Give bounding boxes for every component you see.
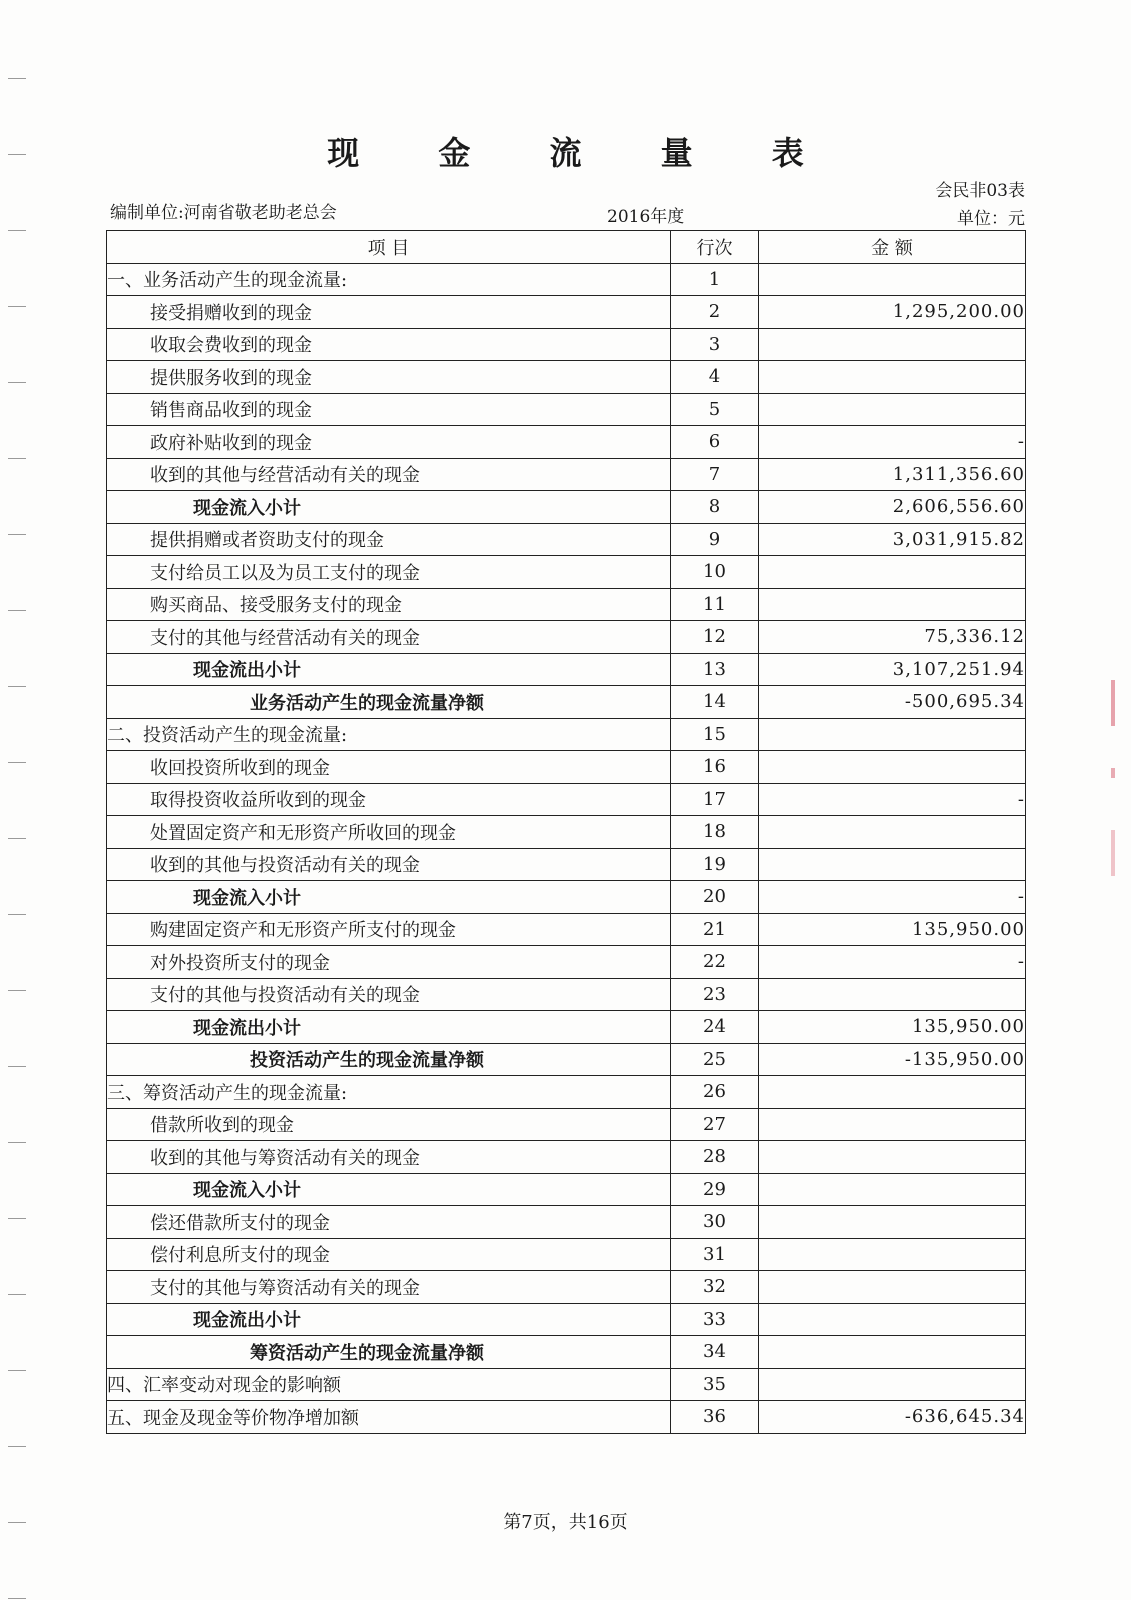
table-row — [107, 393, 1026, 426]
row-amount: 3,031,915.82 — [759, 523, 1026, 556]
margin-tick — [8, 458, 26, 459]
row-number: 1 — [671, 263, 759, 296]
table-row — [107, 1303, 1026, 1336]
row-item-label: 现金流出小计 — [107, 1011, 671, 1044]
row-number: 21 — [671, 913, 759, 946]
page-number: 第7页，共16页 — [503, 1512, 628, 1533]
row-amount: 135,950.00 — [759, 913, 1026, 946]
row-amount — [759, 1108, 1026, 1141]
row-number: 27 — [671, 1108, 759, 1141]
table-row — [107, 848, 1026, 881]
row-item-label: 支付的其他与投资活动有关的现金 — [107, 978, 671, 1011]
row-item-label: 一、业务活动产生的现金流量: — [107, 263, 671, 296]
row-amount — [759, 1173, 1026, 1206]
row-amount — [759, 1076, 1026, 1109]
row-amount — [759, 1368, 1026, 1401]
row-number: 5 — [671, 393, 759, 426]
margin-tick — [8, 1446, 26, 1447]
row-item-label: 现金流入小计 — [107, 881, 671, 914]
row-number: 13 — [671, 653, 759, 686]
row-amount — [759, 263, 1026, 296]
row-number: 34 — [671, 1336, 759, 1369]
row-item-label: 二、投资活动产生的现金流量: — [107, 718, 671, 751]
row-number: 17 — [671, 783, 759, 816]
row-item-label: 对外投资所支付的现金 — [107, 946, 671, 979]
row-number: 15 — [671, 718, 759, 751]
row-amount — [759, 328, 1026, 361]
table-row — [107, 328, 1026, 361]
row-amount — [759, 1271, 1026, 1304]
compiling-organization: 编制单位:河南省敬老助老总会 — [110, 203, 337, 223]
fiscal-year: 2016年度 — [607, 207, 685, 227]
cash-flow-table — [106, 230, 1026, 1434]
margin-tick — [8, 534, 26, 535]
table-row — [107, 588, 1026, 621]
row-amount: -500,695.34 — [759, 686, 1026, 719]
row-number: 23 — [671, 978, 759, 1011]
row-item-label: 投资活动产生的现金流量净额 — [107, 1043, 671, 1076]
row-number: 3 — [671, 328, 759, 361]
row-item-label: 现金流入小计 — [107, 1173, 671, 1206]
row-number: 24 — [671, 1011, 759, 1044]
row-item-label: 五、现金及现金等价物净增加额 — [107, 1401, 671, 1434]
table-row — [107, 1238, 1026, 1271]
row-item-label: 提供捐赠或者资助支付的现金 — [107, 523, 671, 556]
table-row — [107, 1108, 1026, 1141]
row-amount — [759, 588, 1026, 621]
row-amount — [759, 978, 1026, 1011]
margin-tick — [8, 686, 26, 687]
row-item-label: 支付的其他与筹资活动有关的现金 — [107, 1271, 671, 1304]
table-row — [107, 978, 1026, 1011]
row-item-label: 收回投资所收到的现金 — [107, 751, 671, 784]
document-title: 现 金 流 量 表 — [327, 134, 838, 172]
row-item-label: 偿付利息所支付的现金 — [107, 1238, 671, 1271]
table-row — [107, 1043, 1026, 1076]
row-amount: - — [759, 426, 1026, 459]
row-amount: 1,311,356.60 — [759, 458, 1026, 491]
row-number: 33 — [671, 1303, 759, 1336]
row-item-label: 取得投资收益所收到的现金 — [107, 783, 671, 816]
table-row — [107, 523, 1026, 556]
row-number: 29 — [671, 1173, 759, 1206]
margin-tick — [8, 230, 26, 231]
row-amount — [759, 1303, 1026, 1336]
row-item-label: 借款所收到的现金 — [107, 1108, 671, 1141]
margin-tick — [8, 610, 26, 611]
table-row — [107, 1141, 1026, 1174]
row-amount — [759, 1206, 1026, 1239]
row-amount: -636,645.34 — [759, 1401, 1026, 1434]
row-amount — [759, 1336, 1026, 1369]
margin-tick — [8, 1066, 26, 1067]
row-number: 28 — [671, 1141, 759, 1174]
row-number: 19 — [671, 848, 759, 881]
row-amount: 2,606,556.60 — [759, 491, 1026, 524]
row-item-label: 收到的其他与经营活动有关的现金 — [107, 458, 671, 491]
row-number: 12 — [671, 621, 759, 654]
table-row — [107, 816, 1026, 849]
row-amount: - — [759, 783, 1026, 816]
row-amount — [759, 718, 1026, 751]
row-amount: 1,295,200.00 — [759, 296, 1026, 329]
row-amount: -135,950.00 — [759, 1043, 1026, 1076]
row-item-label: 处置固定资产和无形资产所收回的现金 — [107, 816, 671, 849]
table-row — [107, 1011, 1026, 1044]
table-row — [107, 1336, 1026, 1369]
margin-tick — [8, 382, 26, 383]
row-number: 11 — [671, 588, 759, 621]
table-row — [107, 913, 1026, 946]
table-row — [107, 686, 1026, 719]
form-code: 会民非03表 — [935, 181, 1025, 201]
table-row — [107, 718, 1026, 751]
row-item-label: 现金流出小计 — [107, 1303, 671, 1336]
row-number: 31 — [671, 1238, 759, 1271]
row-item-label: 业务活动产生的现金流量净额 — [107, 686, 671, 719]
row-number: 10 — [671, 556, 759, 589]
row-item-label: 现金流入小计 — [107, 491, 671, 524]
row-item-label: 偿还借款所支付的现金 — [107, 1206, 671, 1239]
row-number: 32 — [671, 1271, 759, 1304]
margin-tick — [8, 1142, 26, 1143]
row-item-label: 现金流出小计 — [107, 653, 671, 686]
stamp-edge-mark — [1111, 768, 1115, 778]
row-item-label: 收到的其他与筹资活动有关的现金 — [107, 1141, 671, 1174]
table-header-row — [107, 231, 1026, 264]
table-row — [107, 426, 1026, 459]
margin-tick — [8, 1370, 26, 1371]
row-number: 25 — [671, 1043, 759, 1076]
row-number: 8 — [671, 491, 759, 524]
table-row — [107, 1368, 1026, 1401]
table-row — [107, 491, 1026, 524]
table-row — [107, 751, 1026, 784]
row-number: 16 — [671, 751, 759, 784]
column-header-amount: 金 额 — [759, 231, 1026, 264]
row-item-label: 四、汇率变动对现金的影响额 — [107, 1368, 671, 1401]
margin-tick — [8, 1598, 26, 1599]
table-row — [107, 263, 1026, 296]
table-row — [107, 1076, 1026, 1109]
row-item-label: 三、筹资活动产生的现金流量: — [107, 1076, 671, 1109]
row-number: 36 — [671, 1401, 759, 1434]
margin-tick — [8, 306, 26, 307]
row-item-label: 提供服务收到的现金 — [107, 361, 671, 394]
row-number: 22 — [671, 946, 759, 979]
row-amount — [759, 556, 1026, 589]
row-item-label: 筹资活动产生的现金流量净额 — [107, 1336, 671, 1369]
margin-tick — [8, 1218, 26, 1219]
row-number: 35 — [671, 1368, 759, 1401]
row-item-label: 支付给员工以及为员工支付的现金 — [107, 556, 671, 589]
row-amount: 135,950.00 — [759, 1011, 1026, 1044]
currency-unit: 单位：元 — [957, 209, 1025, 229]
table-row — [107, 946, 1026, 979]
table-row — [107, 783, 1026, 816]
row-amount: - — [759, 881, 1026, 914]
table-row — [107, 881, 1026, 914]
row-number: 6 — [671, 426, 759, 459]
row-item-label: 收到的其他与投资活动有关的现金 — [107, 848, 671, 881]
row-amount: - — [759, 946, 1026, 979]
stamp-edge-mark — [1111, 680, 1115, 726]
row-amount: 75,336.12 — [759, 621, 1026, 654]
row-item-label: 收取会费收到的现金 — [107, 328, 671, 361]
table-row — [107, 458, 1026, 491]
row-amount — [759, 816, 1026, 849]
column-header-row-no: 行次 — [671, 231, 759, 264]
row-item-label: 销售商品收到的现金 — [107, 393, 671, 426]
row-amount — [759, 1141, 1026, 1174]
column-header-item: 项 目 — [107, 231, 671, 264]
row-item-label: 购建固定资产和无形资产所支付的现金 — [107, 913, 671, 946]
table-row — [107, 556, 1026, 589]
row-number: 30 — [671, 1206, 759, 1239]
row-number: 2 — [671, 296, 759, 329]
table-row — [107, 1206, 1026, 1239]
row-number: 4 — [671, 361, 759, 394]
table-row — [107, 296, 1026, 329]
margin-tick — [8, 914, 26, 915]
margin-tick — [8, 762, 26, 763]
row-number: 14 — [671, 686, 759, 719]
table-row — [107, 1401, 1026, 1434]
row-amount: 3,107,251.94 — [759, 653, 1026, 686]
table-row — [107, 653, 1026, 686]
margin-tick — [8, 990, 26, 991]
table-row — [107, 621, 1026, 654]
stamp-edge-mark — [1111, 830, 1115, 876]
margin-tick — [8, 78, 26, 79]
row-amount — [759, 393, 1026, 426]
row-item-label: 接受捐赠收到的现金 — [107, 296, 671, 329]
table-row — [107, 361, 1026, 394]
row-number: 7 — [671, 458, 759, 491]
row-amount — [759, 361, 1026, 394]
row-amount — [759, 751, 1026, 784]
row-item-label: 政府补贴收到的现金 — [107, 426, 671, 459]
table-row — [107, 1271, 1026, 1304]
row-number: 26 — [671, 1076, 759, 1109]
margin-tick — [8, 1294, 26, 1295]
row-item-label: 支付的其他与经营活动有关的现金 — [107, 621, 671, 654]
row-number: 9 — [671, 523, 759, 556]
row-number: 20 — [671, 881, 759, 914]
margin-tick — [8, 838, 26, 839]
table-row — [107, 1173, 1026, 1206]
row-number: 18 — [671, 816, 759, 849]
row-amount — [759, 848, 1026, 881]
row-item-label: 购买商品、接受服务支付的现金 — [107, 588, 671, 621]
row-amount — [759, 1238, 1026, 1271]
